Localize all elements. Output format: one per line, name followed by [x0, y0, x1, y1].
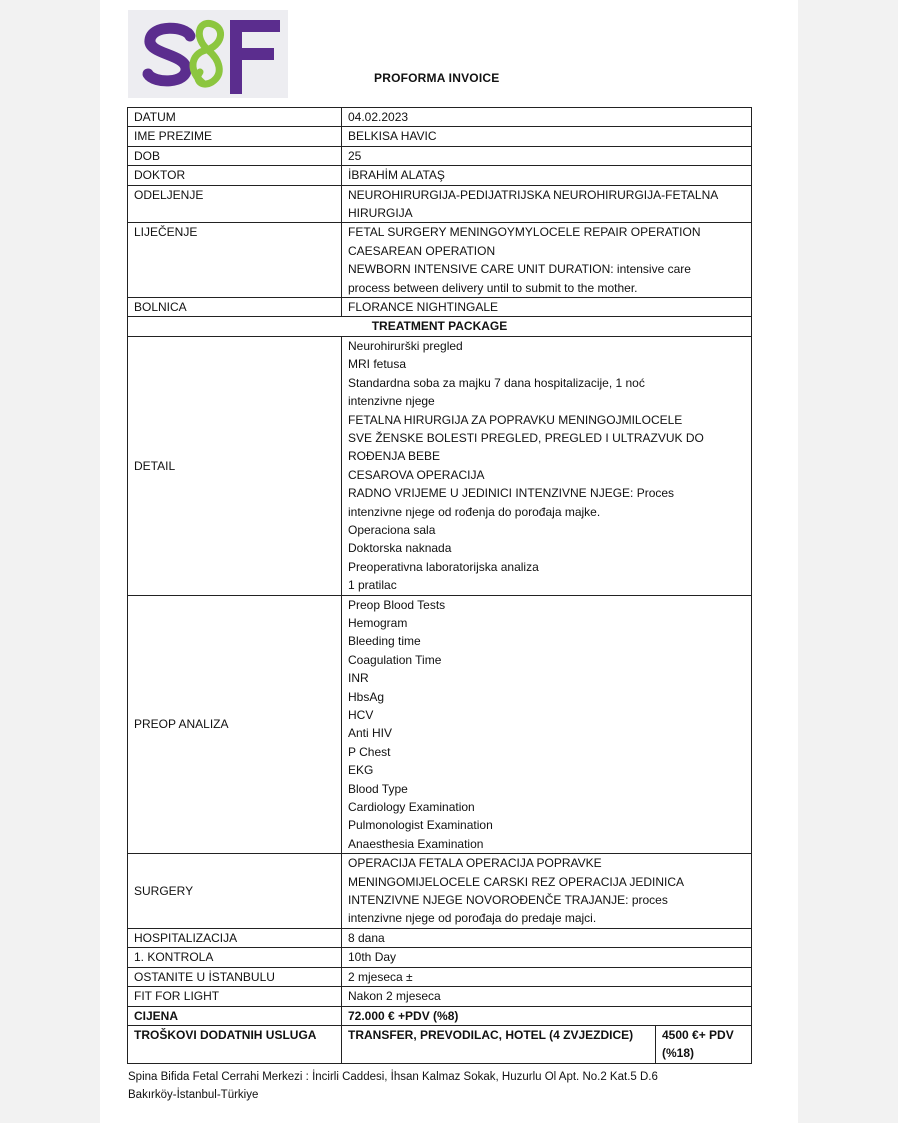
troskovi-price-line: 4500 €+ PDV [662, 1027, 734, 1042]
lijecenje-line: NEWBORN INTENSIVE CARE UNIT DURATION: intensive care [348, 262, 691, 277]
value-ime-prezime: BELKISA HAVIC [342, 127, 752, 146]
label-odeljenje: ODELJENJE [128, 185, 342, 223]
document-title: PROFORMA INVOICE [374, 71, 500, 85]
preop-line: Bleeding time [348, 634, 421, 649]
value-cijena: 72.000 € +PDV (%8) [342, 1006, 752, 1025]
surgery-line: INTENZIVNE NJEGE NOVOROĐENČE TRAJANJE: proces [348, 893, 668, 908]
detail-line: CESAROVA OPERACIJA [348, 467, 485, 482]
value-surgery [342, 854, 752, 929]
label-detail: DETAIL [128, 336, 342, 595]
row-datum [128, 108, 752, 127]
row-ostanite [128, 967, 752, 986]
value-troskovi-price [656, 1025, 752, 1063]
detail-line: intenzivne njege od rođenja do porođaja majke. [348, 504, 601, 519]
lijecenje-line: CAESAREAN OPERATION [348, 243, 496, 258]
label-hospitalizacija: HOSPITALIZACIJA [128, 928, 342, 947]
lijecenje-line: process between delivery until to submit to the mother. [348, 280, 638, 295]
lijecenje-line: FETAL SURGERY MENINGOYMYLOCELE REPAIR OPERATION [348, 225, 701, 240]
clinic-logo [128, 10, 288, 98]
detail-line: Preoperativna laboratorijska analiza [348, 559, 539, 574]
preop-line: Anaesthesia Examination [348, 836, 484, 851]
footer-line: Spina Bifida Fetal Cerrahi Merkezi : İncirli Caddesi, İhsan Kalmaz Sokak, Huzurlu Ol Apt. No.2 Kat.5 D.6 [128, 1071, 658, 1083]
row-preop-analiza [128, 595, 752, 854]
odeljenje-line: NEUROHIRURGIJA-PEDIJATRIJSKA NEUROHIRURGIJA-FETALNA [348, 187, 719, 202]
detail-line: Doktorska naknada [348, 541, 452, 556]
value-hospitalizacija: 8 dana [342, 928, 752, 947]
label-surgery: SURGERY [128, 854, 342, 929]
preop-line: Pulmonologist Examination [348, 818, 493, 833]
label-datum: DATUM [128, 108, 342, 127]
preop-line: P Chest [348, 744, 391, 759]
row-cijena [128, 1006, 752, 1025]
troskovi-price-line: (%18) [662, 1046, 695, 1061]
detail-line: SVE ŽENSKE BOLESTI PREGLED, PREGLED I ULTRAZVUK DO [348, 430, 704, 445]
value-lijecenje [342, 223, 752, 298]
preop-line: HCV [348, 708, 374, 722]
detail-line: Standardna soba za majku 7 dana hospitalizacije, 1 noć [348, 375, 645, 390]
preop-line: Coagulation Time [348, 652, 442, 667]
row-detail [128, 336, 752, 595]
detail-line: FETALNA HIRURGIJA ZA POPRAVKU MENINGOJMILOCELE [348, 412, 683, 427]
footer-line: Bakırköy-İstanbul-Türkiye [128, 1089, 259, 1101]
detail-line: intenzivne njege [348, 394, 435, 409]
label-cijena: CIJENA [128, 1006, 342, 1025]
value-bolnica: FLORANCE NIGHTINGALE [342, 298, 752, 317]
row-kontrola [128, 948, 752, 967]
detail-line: Operaciona sala [348, 522, 436, 537]
value-ostanite: 2 mjeseca ± [342, 967, 752, 986]
value-datum: 04.02.2023 [342, 108, 752, 127]
row-lijecenje [128, 223, 752, 298]
preop-line: Cardiology Examination [348, 800, 475, 815]
value-detail [342, 336, 752, 595]
value-doktor: İBRAHİM ALATAŞ [342, 166, 752, 185]
row-hospitalizacija [128, 928, 752, 947]
row-doktor [128, 166, 752, 185]
value-fit-for-light: Nakon 2 mjeseca [342, 987, 752, 1006]
row-fit-for-light [128, 987, 752, 1006]
value-odeljenje [342, 185, 752, 223]
label-dob: DOB [128, 146, 342, 165]
preop-line: INR [348, 671, 369, 686]
logo-graphic [128, 10, 288, 98]
label-bolnica: BOLNICA [128, 298, 342, 317]
row-ime-prezime [128, 127, 752, 146]
odeljenje-line: HIRURGIJA [348, 206, 413, 221]
label-kontrola: 1. KONTROLA [128, 948, 342, 967]
value-dob: 25 [342, 146, 752, 165]
preop-line: Anti HIV [348, 726, 393, 741]
label-fit-for-light: FIT FOR LIGHT [128, 987, 342, 1006]
row-treatment-package-heading [128, 317, 752, 336]
preop-line: EKG [348, 763, 374, 778]
row-odeljenje [128, 185, 752, 223]
value-troskovi: TRANSFER, PREVODILAC, HOTEL (4 ZVJEZDICE) [342, 1025, 656, 1063]
detail-line: MRI fetusa [348, 357, 407, 372]
label-ime-prezime: IME PREZIME [128, 127, 342, 146]
detail-line: 1 pratilac [348, 578, 397, 593]
surgery-line: MENINGOMIJELOCELE CARSKI REZ OPERACIJA JEDINICA [348, 874, 685, 889]
label-preop-analiza: PREOP ANALIZA [128, 595, 342, 854]
row-bolnica [128, 298, 752, 317]
label-troskovi: TROŠKOVI DODATNIH USLUGA [128, 1025, 342, 1063]
preop-line: Hemogram [348, 615, 408, 630]
label-doktor: DOKTOR [128, 166, 342, 185]
detail-line: Neurohirurški pregled [348, 338, 463, 353]
detail-line: ROĐENJA BEBE [348, 449, 441, 464]
row-dob [128, 146, 752, 165]
preop-line: Blood Type [348, 781, 408, 796]
detail-line: RADNO VRIJEME U JEDINICI INTENZIVNE NJEGE: Proces [348, 486, 675, 501]
surgery-line: OPERACIJA FETALA OPERACIJA POPRAVKE [348, 856, 602, 871]
label-lijecenje: LIJEČENJE [128, 223, 342, 298]
row-troskovi [128, 1025, 752, 1063]
preop-line: HbsAg [348, 689, 385, 704]
surgery-line: intenzivne njege od porođaja do predaje majci. [348, 911, 597, 926]
footer-address [128, 1068, 778, 1104]
label-ostanite: OSTANITE U İSTANBULU [128, 967, 342, 986]
value-preop-analiza [342, 595, 752, 854]
treatment-package-heading: TREATMENT PACKAGE [128, 317, 752, 336]
value-kontrola: 10th Day [342, 948, 752, 967]
invoice-table [127, 107, 752, 1064]
preop-line: Preop Blood Tests [348, 597, 446, 612]
row-surgery [128, 854, 752, 929]
